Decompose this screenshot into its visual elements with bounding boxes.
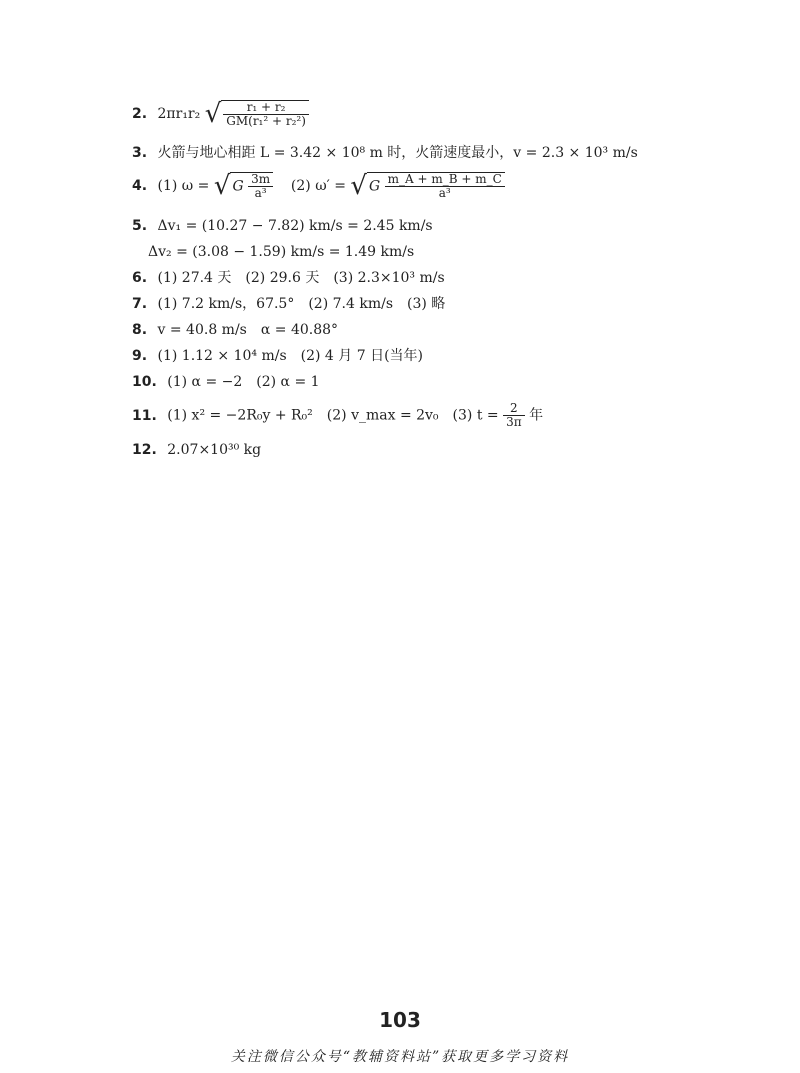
answer-number: 5. <box>132 218 148 234</box>
fraction-numerator: r₁ + r₂ <box>223 101 309 115</box>
answer-number: 10. <box>132 374 157 390</box>
answer-part-1-label: (1) ω = <box>157 178 210 194</box>
answer-part-2-label: (2) ω′ = <box>290 178 346 194</box>
gravitational-constant: G <box>232 178 244 195</box>
answer-text: (1) 27.4 天 (2) 29.6 天 (3) 2.3×10³ m/s <box>157 270 445 286</box>
sqrt-icon: √ <box>350 171 367 201</box>
answer-10 <box>132 372 320 392</box>
page-number: 103 <box>379 1008 421 1032</box>
answer-text: 2.07×10³⁰ kg <box>167 442 262 458</box>
answer-2 <box>132 100 309 128</box>
answer-line-2: Δv₂ = (3.08 − 1.59) km/s = 1.49 km/s <box>148 244 415 260</box>
sqrt-expression <box>205 100 309 128</box>
fraction-denominator: 3π <box>506 415 522 429</box>
answer-8 <box>132 320 338 340</box>
answer-text: (1) 7.2 km/s，67.5° (2) 7.4 km/s (3) 略 <box>157 296 446 312</box>
sqrt-icon: √ <box>213 171 231 201</box>
answer-5-line-2 <box>148 242 414 262</box>
sqrt-expression <box>214 172 273 200</box>
answer-6 <box>132 268 445 288</box>
fraction-denominator: a³ <box>438 186 451 200</box>
answer-number: 2. <box>132 106 148 122</box>
answer-line-1: Δv₁ = (10.27 − 7.82) km/s = 2.45 km/s <box>157 218 433 234</box>
answer-number: 8. <box>132 322 148 338</box>
fraction <box>248 173 273 200</box>
fraction-denominator: GM(r₁² + r₂²) <box>226 114 306 128</box>
answer-3 <box>132 143 638 163</box>
answer-number: 9. <box>132 348 148 364</box>
sqrt-icon: √ <box>204 99 222 129</box>
fraction-denominator: a³ <box>254 186 267 200</box>
answer-11 <box>132 402 543 429</box>
answer-number: 3. <box>132 145 148 161</box>
answer-text: v = 40.8 m/s α = 40.88° <box>157 322 339 338</box>
fraction-numerator: 2 <box>503 402 525 416</box>
answer-9 <box>132 346 423 366</box>
fraction-numerator: 3m <box>248 173 273 187</box>
answer-text: (1) 1.12 × 10⁴ m/s (2) 4 月 7 日(当年) <box>157 348 424 364</box>
answer-number: 6. <box>132 270 148 286</box>
answer-text: 火箭与地心相距 L = 3.42 × 10⁸ m 时，火箭速度最小，v = 2.3 × 10³ m/s <box>157 145 638 161</box>
answer-4 <box>132 172 505 200</box>
fraction <box>385 173 505 200</box>
answer-5 <box>132 216 433 236</box>
gravitational-constant: G <box>369 178 381 195</box>
fraction-numerator: m_A + m_B + m_C <box>385 173 505 187</box>
sqrt-expression <box>350 172 504 200</box>
answer-number: 7. <box>132 296 148 312</box>
answer-number: 11. <box>132 407 157 424</box>
answer-prefix: 2πr₁r₂ <box>157 106 201 122</box>
answer-text: (1) α = −2 (2) α = 1 <box>167 374 320 390</box>
footer-note: 关注微信公众号“教辅资料站”获取更多学习资料 <box>230 1049 570 1065</box>
answer-number: 12. <box>132 442 157 458</box>
answer-suffix: 年 <box>529 407 544 424</box>
fraction <box>223 101 309 128</box>
answer-number: 4. <box>132 178 148 194</box>
fraction <box>503 402 525 429</box>
answer-7 <box>132 294 445 314</box>
answer-12 <box>132 440 261 460</box>
answer-text: (1) x² = −2R₀y + R₀² (2) v_max = 2v₀ (3) t = <box>167 407 499 424</box>
